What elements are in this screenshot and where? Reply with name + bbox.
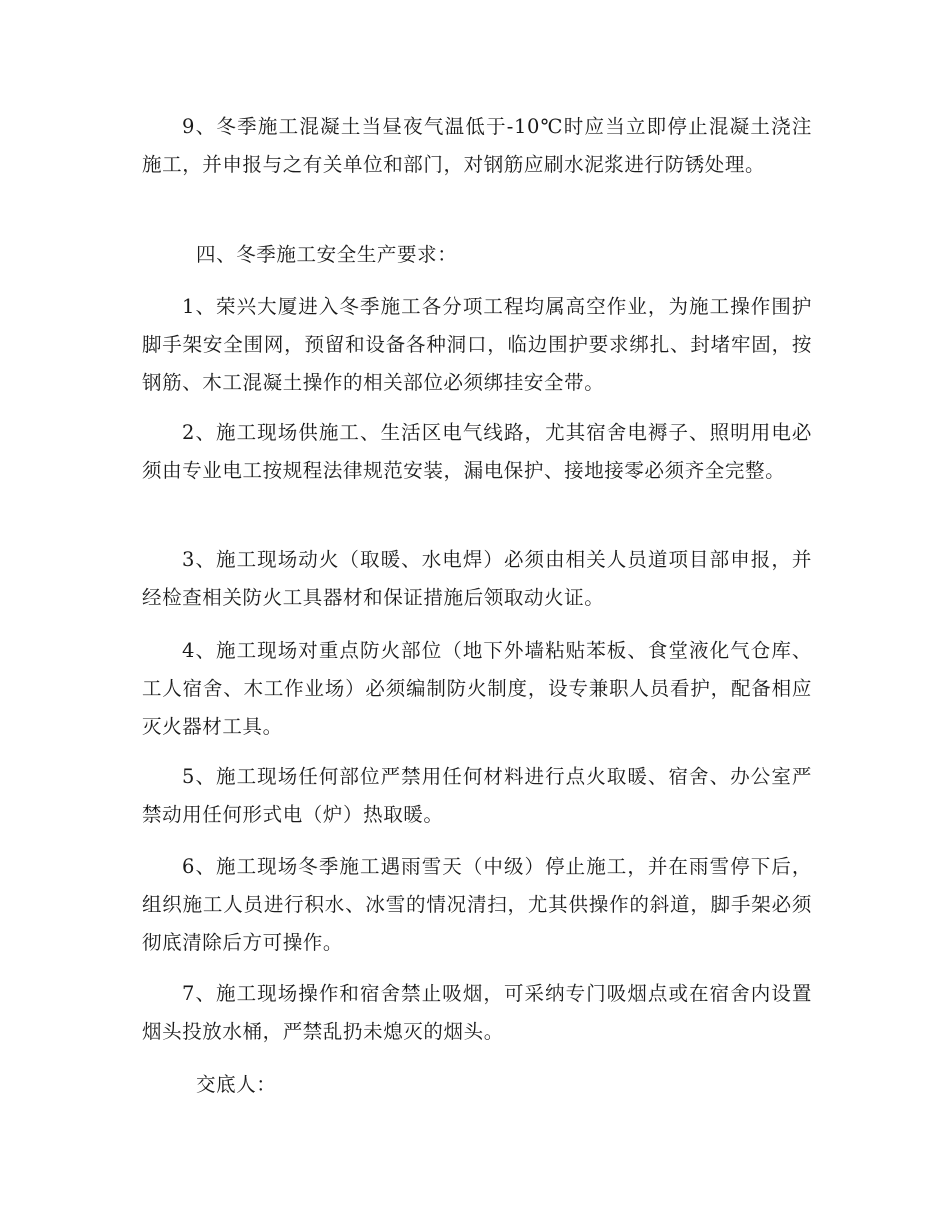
paragraph-item-7-smoking: 7、施工现场操作和宿舍禁止吸烟，可采纳专门吸烟点或在宿舍内设置烟头投放水桶，严禁乱扔未熄灭的烟头。 bbox=[142, 982, 812, 1043]
paragraph-item-9-concrete: 9、冬季施工混凝土当昼夜气温低于-10℃时应当立即停止混凝土浇注施工，并申报与之有关单位和部门，对钢筋应刷水泥浆进行防锈处理。 bbox=[142, 115, 812, 176]
paragraph-item-6-weather: 6、施工现场冬季施工遇雨雪天（中级）停止施工，并在雨雪停下后，组织施工人员进行积水、冰雪的情况清扫，尤其供操作的斜道，脚手架必须彻底清除后方可操作。 bbox=[142, 855, 812, 954]
paragraph-item-3-hot-work: 3、施工现场动火（取暖、水电焊）必须由相关人员道项目部申报，并经检查相关防火工具器材和保证措施后领取动火证。 bbox=[142, 548, 812, 609]
signature-label: 交底人： bbox=[196, 1073, 277, 1096]
paragraph-item-1-high-altitude: 1、荣兴大厦进入冬季施工各分项工程均属高空作业，为施工操作围护脚手架安全围网，预留和设备各种洞口，临边围护要求绑扎、封堵牢固，按钢筋、木工混凝土操作的相关部位必须绑挂安全带。 bbox=[142, 295, 812, 394]
section-heading-safety-requirements: 四、冬季施工安全生产要求： bbox=[196, 243, 458, 266]
paragraph-item-2-electrical: 2、施工现场供施工、生活区电气线路，尤其宿舍电褥子、照明用电必须由专业电工按规程法律规范安装，漏电保护、接地接零必须齐全完整。 bbox=[142, 421, 812, 482]
paragraph-item-5-heating: 5、施工现场任何部位严禁用任何材料进行点火取暖、宿舍、办公室严禁动用任何形式电（炉）热取暖。 bbox=[142, 765, 812, 826]
paragraph-item-4-fire-protection: 4、施工现场对重点防火部位（地下外墙粘贴苯板、食堂液化气仓库、工人宿舍、木工作业场）必须编制防火制度，设专兼职人员看护，配备相应灭火器材工具。 bbox=[142, 639, 812, 738]
